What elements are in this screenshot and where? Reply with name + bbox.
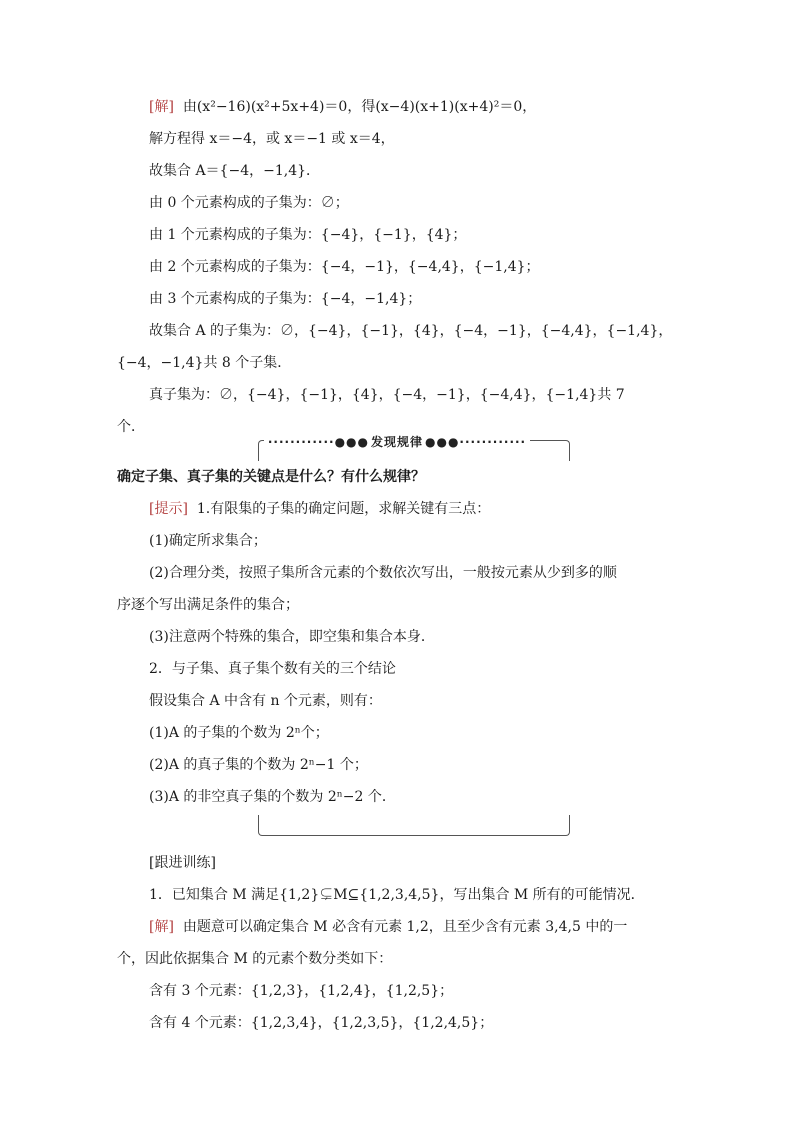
practice-solution-line-3: 含有 3 个元素：{1,2,3}，{1,2,4}，{1,2,5}； xyxy=(149,983,454,999)
hint-1-text: 1.有限集的子集的确定问题，求解关键有三点： xyxy=(196,501,491,517)
solution-line-2: 解方程得 x＝−4，或 x＝−1 或 x＝4， xyxy=(149,131,395,147)
practice-solution-line-1 xyxy=(149,917,739,937)
solution-line-3: 故集合 A＝{−4，−1,4}． xyxy=(149,163,321,179)
hint-1-2b: 序逐个写出满足条件的集合； xyxy=(117,597,299,613)
solution-tag: [解] xyxy=(149,99,174,115)
solution-line-6: 由 2 个元素构成的子集为：{−4，−1}，{−4,4}，{−1,4}； xyxy=(149,259,540,275)
rule-box-title: ············●●● 发现规律 ●●●············ xyxy=(0,433,794,450)
hint-2-0: 假设集合 A 中含有 n 个元素，则有： xyxy=(149,693,382,709)
solution-line-5: 由 1 个元素构成的子集为：{−4}，{−1}，{4}； xyxy=(149,227,467,243)
rule-box-bottom-border xyxy=(258,815,570,836)
hint-1-1: (1)确定所求集合； xyxy=(149,533,267,549)
hint-2-1: (1)A 的子集的个数为 2ⁿ个； xyxy=(149,725,329,741)
hint-2-3: (3)A 的非空真子集的个数为 2ⁿ−2 个． xyxy=(149,789,396,805)
practice-heading: [跟进训练] xyxy=(149,855,216,871)
solution-line-7: 由 3 个元素构成的子集为：{−4，−1,4}； xyxy=(149,291,422,307)
solution-line-8a: 故集合 A 的子集为：∅，{−4}，{−1}，{4}，{−4，−1}，{−4,4}，{−1,4}， xyxy=(149,323,673,339)
hint-1-3: (3)注意两个特殊的集合，即空集和集合本身． xyxy=(149,629,435,645)
equation-text: 由(x²−16)(x²+5x+4)＝0，得(x−4)(x+1)(x+4)²＝0， xyxy=(182,99,537,115)
practice-solution-line-2: 个，因此依据集合 M 的元素个数分类如下： xyxy=(117,951,393,967)
practice-solution-line-4: 含有 4 个元素：{1,2,3,4}，{1,2,3,5}，{1,2,4,5}； xyxy=(149,1015,494,1031)
hint-2-2: (2)A 的真子集的个数为 2ⁿ−1 个； xyxy=(149,757,368,773)
solution-line-8b: {−4，−1,4}共 8 个子集． xyxy=(117,355,292,371)
rule-title-text: 发现规律 xyxy=(370,435,423,449)
hint-2: 2．与子集、真子集个数有关的三个结论 xyxy=(149,661,396,677)
solution-line-1 xyxy=(149,97,739,117)
hint-line-1 xyxy=(149,499,739,519)
solution-line-9a: 真子集为：∅，{−4}，{−1}，{4}，{−4，−1}，{−4,4}，{−1,4}共 7 xyxy=(149,387,625,403)
practice-question-1: 1．已知集合 M 满足{1,2}⊊M⊆{1,2,3,4,5}，写出集合 M 所有的可能情况． xyxy=(149,887,645,903)
practice-solution-text: 由题意可以确定集合 M 必含有元素 1,2，且至少含有元素 3,4,5 中的一 xyxy=(182,919,628,935)
hint-tag: [提示] xyxy=(149,501,188,517)
rule-question: 确定子集、真子集的关键点是什么？有什么规律？ xyxy=(117,469,425,485)
solution-line-4: 由 0 个元素构成的子集为：∅； xyxy=(149,195,349,211)
hint-1-2a: (2)合理分类，按照子集所含元素的个数依次写出，一般按元素从少到多的顺 xyxy=(149,565,617,581)
solution-line-9b: 个． xyxy=(117,419,145,435)
practice-solution-tag: [解] xyxy=(149,919,174,935)
